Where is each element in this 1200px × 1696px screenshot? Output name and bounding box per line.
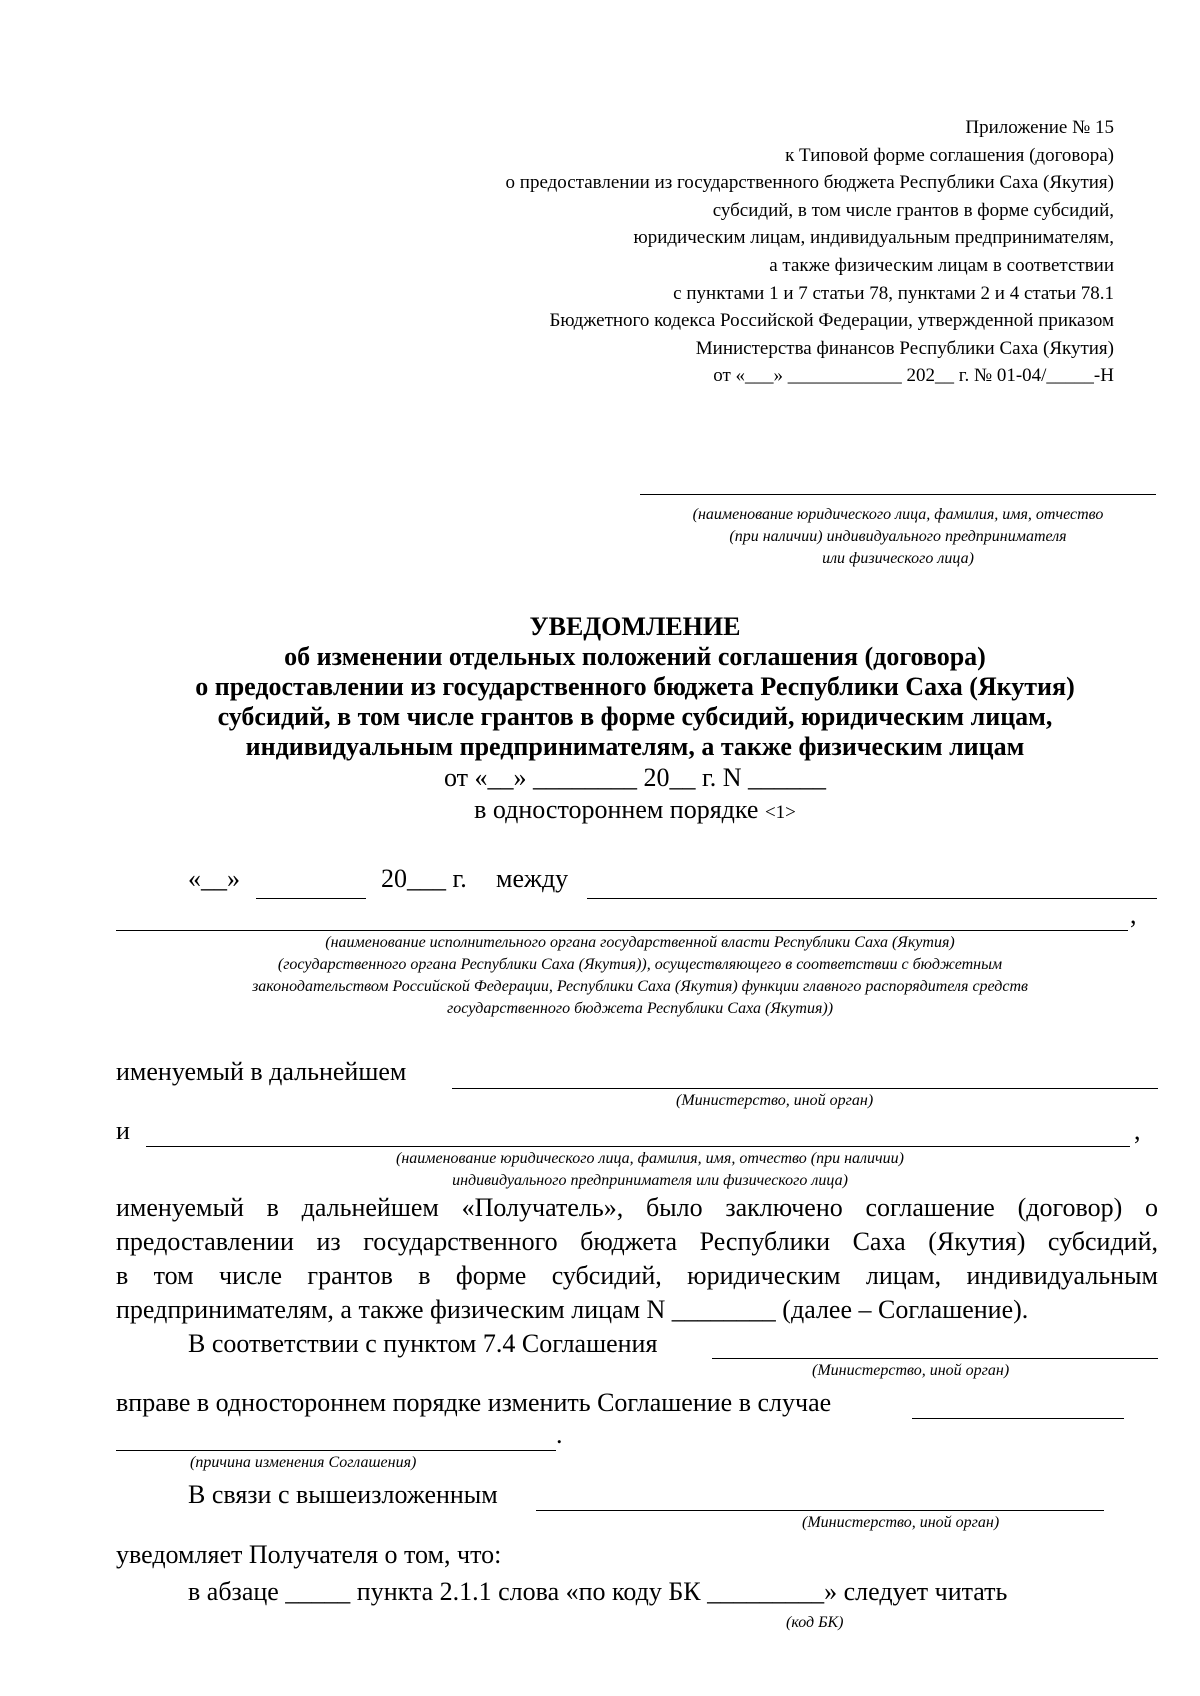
case-field-line <box>912 1418 1124 1419</box>
agency-field-line <box>116 930 1128 931</box>
recipient-comma: , <box>1134 1116 1141 1145</box>
notifies-label: уведомляет Получателя о том, что: <box>116 1540 502 1569</box>
note-line: законодательством Российской Федерации, Республики Саха (Якутия) функции главного распорядителя средств <box>252 978 1028 995</box>
ministry-field-line-2 <box>712 1358 1158 1359</box>
annex-line: Приложение № 15 <box>965 117 1114 138</box>
ministry-field-line-3 <box>536 1510 1104 1511</box>
annex-line: к Типовой форме соглашения (договора) <box>785 144 1114 166</box>
note-line: (наименование юридического лица, фамилия, имя, отчество (при наличии) <box>396 1150 904 1167</box>
in-connection-label: В связи с вышеизложенным <box>188 1480 498 1509</box>
annex-line: Бюджетного кодекса Российской Федерации, утвержденной приказом <box>549 310 1114 332</box>
annex-line: от «___» ____________ 202__ г. № 01-04/_____-Н <box>713 365 1114 387</box>
annex-line: юридическим лицам, индивидуальным предпринимателям, <box>633 227 1114 249</box>
ministry-field-line <box>452 1088 1158 1089</box>
named-further-label: именуемый в дальнейшем <box>116 1057 407 1086</box>
between-label: между <box>496 864 569 893</box>
order-text: в одностороннем порядке <box>474 795 759 824</box>
period: . <box>556 1420 563 1449</box>
title-line: об изменении отдельных положений соглашения (договора) <box>284 642 986 671</box>
ministry-note: (Министерство, иной орган) <box>676 1092 874 1109</box>
annex-block <box>506 114 1114 390</box>
paragraph-line: именуемый в дальнейшем «Получатель», было заключено соглашение (договор) о <box>116 1193 1158 1222</box>
footnote-ref: <1> <box>764 802 796 823</box>
right-to-change-label: вправе в одностороннем порядке изменить Соглашение в случае <box>116 1388 832 1417</box>
date-open: «__» <box>188 864 240 893</box>
title-line: о предоставлении из государственного бюджета Республики Саха (Якутия) <box>195 672 1075 701</box>
note-line: (наименование юридического лица, фамилия, имя, отчество <box>692 506 1104 523</box>
last-line: в абзаце _____ пункта 2.1.1 слова «по коду БК _________» следует читать <box>188 1577 1008 1606</box>
between-field-line <box>587 898 1157 899</box>
title-block <box>0 612 1200 829</box>
paragraph-line: предоставлении из государственного бюджета Республики Саха (Якутия) субсидий, <box>116 1227 1158 1256</box>
and-label: и <box>116 1116 130 1145</box>
title-line: субсидий, в том числе грантов в форме субсидий, юридическим лицам, <box>217 702 1053 731</box>
note-line: государственного бюджета Республики Саха (Якутия)) <box>446 1000 834 1017</box>
page-title: УВЕДОМЛЕНИЕ <box>529 612 741 641</box>
title-line: индивидуальным предпринимателям, а также физическим лицам <box>245 732 1025 761</box>
annex-line: субсидий, в том числе грантов в форме субсидий, <box>712 199 1114 221</box>
reason-note: (причина изменения Соглашения) <box>190 1454 417 1471</box>
kbk-note: (код БК) <box>786 1614 844 1631</box>
agency-note <box>80 932 1200 1020</box>
ministry-note-3: (Министерство, иной орган) <box>802 1514 1000 1531</box>
date-year: 20___ г. <box>381 864 467 893</box>
recipient-name-note <box>150 1148 1150 1192</box>
note-line: или физического лица) <box>822 550 974 567</box>
agency-comma: , <box>1130 900 1137 929</box>
annex-line: с пунктами 1 и 7 статьи 78, пунктами 2 и 4 статьи 78.1 <box>673 282 1114 304</box>
title-order-line <box>0 794 1200 829</box>
recipient-name-line <box>146 1146 1130 1147</box>
annex-line: а также физическим лицам в соответствии <box>769 254 1114 276</box>
recipient-note <box>620 504 1176 570</box>
note-line: (государственного органа Республики Саха (Якутия)), осуществляющего в соответствии с бюджетным <box>277 956 1003 973</box>
annex-line: о предоставлении из государственного бюджета Республики Саха (Якутия) <box>505 172 1114 194</box>
note-line: (при наличии) индивидуального предпринимателя <box>729 528 1067 545</box>
accordance-label: В соответствии с пунктом 7.4 Соглашения <box>188 1329 658 1358</box>
note-line: индивидуального предпринимателя или физического лица) <box>452 1172 848 1189</box>
paragraph-line: в том числе грантов в форме субсидий, юридическим лицам, индивидуальным <box>116 1261 1158 1290</box>
title-date-line: от «__» ________ 20__ г. N ______ <box>443 763 827 792</box>
annex-line: Министерства финансов Республики Саха (Якутия) <box>695 337 1114 359</box>
ministry-note-2: (Министерство, иной орган) <box>812 1362 1010 1379</box>
note-line: (наименование исполнительного органа государственной власти Республики Саха (Якутия) <box>325 934 955 951</box>
case-field-line-2 <box>116 1450 556 1451</box>
recipient-field-line <box>640 494 1156 495</box>
paragraph-line: предпринимателям, а также физическим лицам N ________ (далее – Соглашение). <box>116 1295 1029 1324</box>
date-month-line <box>256 898 366 899</box>
